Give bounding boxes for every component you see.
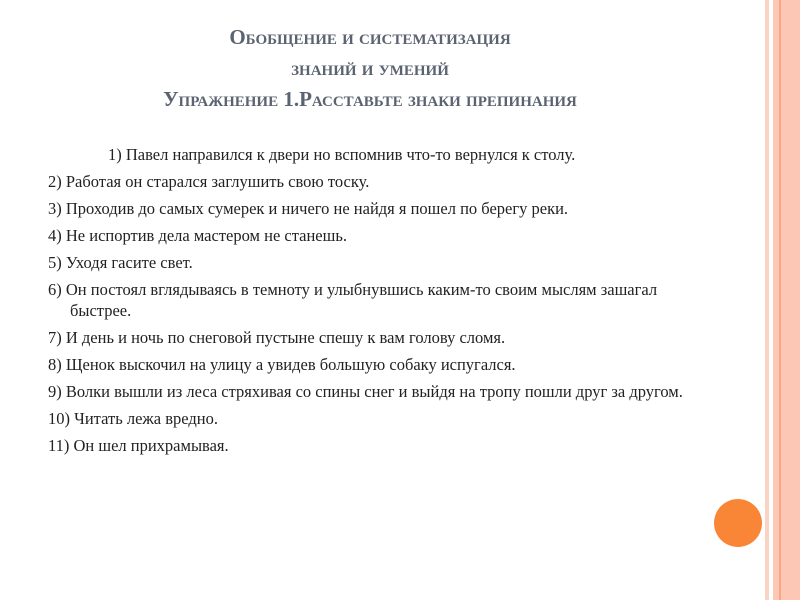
title-line-1: Обобщение и систематизация	[229, 25, 511, 49]
list-item: 4) Не испортив дела мастером не станешь.	[48, 226, 347, 245]
decorative-stripe	[765, 0, 769, 600]
decorative-circle	[714, 499, 762, 547]
list-item: 6) Он постоял вглядываясь в темноту и улыбнувшись каким-то своим мыслям зашагал быстрее.	[48, 280, 658, 320]
title-line-3: Упражнение 1.Расставьте знаки препинания	[163, 87, 577, 111]
decorative-line	[779, 0, 781, 600]
title-line-2: знаний и умений	[291, 56, 449, 80]
exercise-list	[48, 144, 708, 462]
list-item: 5) Уходя гасите свет.	[48, 253, 193, 272]
list-item: 2) Работая он старался заглушить свою тоску.	[48, 172, 370, 191]
list-item: 8) Щенок выскочил на улицу а увидев большую собаку испугался.	[48, 355, 516, 374]
slide-title	[0, 22, 740, 115]
list-item: 10) Читать лежа вредно.	[48, 409, 218, 428]
list-item: 9) Волки вышли из леса стряхивая со спины снег и выйдя на тропу пошли друг за другом.	[48, 382, 683, 401]
list-item: 7) И день и ночь по снеговой пустыне спешу к вам голову сломя.	[48, 328, 506, 347]
decorative-band	[773, 0, 800, 600]
list-item: 1) Павел направился к двери но вспомнив что-то вернулся к столу.	[108, 145, 576, 164]
list-item: 11) Он шел прихрамывая.	[48, 436, 229, 455]
list-item: 3) Проходив до самых сумерек и ничего не найдя я пошел по берегу реки.	[48, 199, 569, 218]
